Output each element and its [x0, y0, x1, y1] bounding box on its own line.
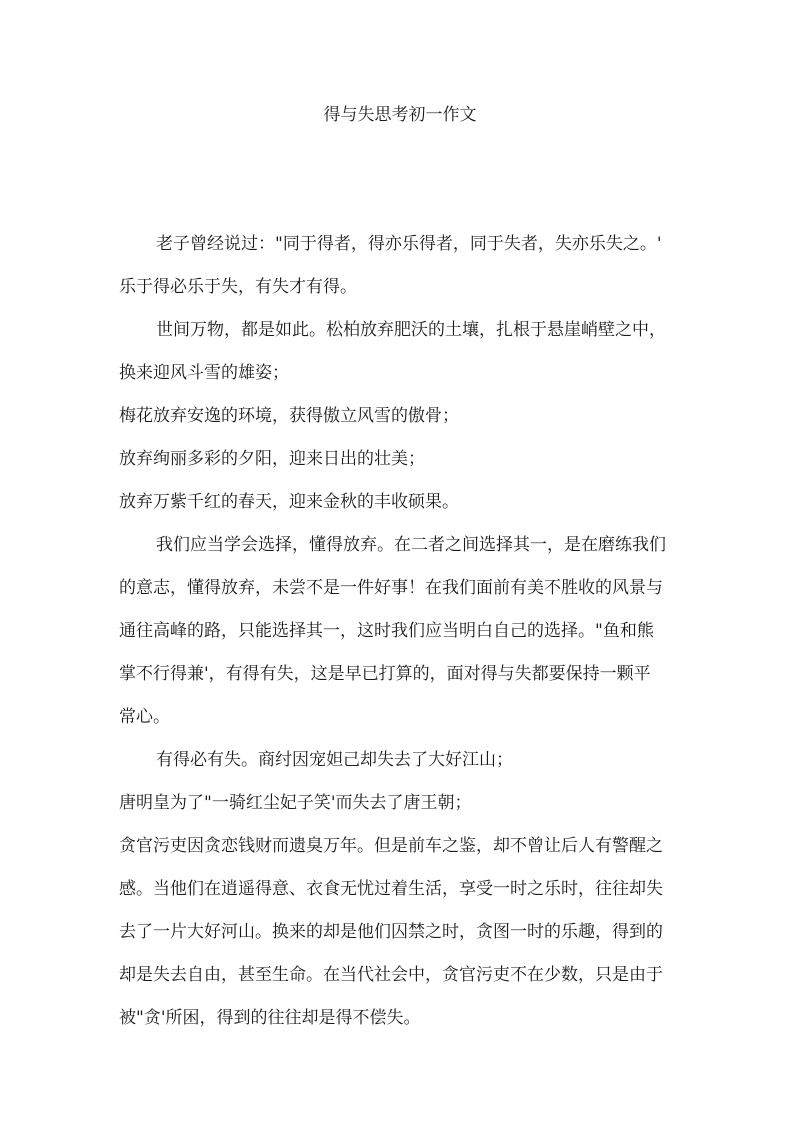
text-line: 掌不行得兼'，有得有失，这是早已打算的，面对得与失都要保持一颗平	[119, 664, 651, 684]
text-line: 被"贪'所困，得到的往往却是得不偿失。	[119, 1008, 421, 1028]
text-line: 老子曾经说过："同于得者，得亦乐得者，同于失者，失亦乐失之。'	[156, 234, 662, 254]
text-line: 贪官污吏因贪恋钱财而遗臭万年。但是前车之鉴，却不曾让后人有警醒之	[119, 836, 663, 856]
document-title: 得与失思考初一作文	[323, 105, 477, 125]
text-line: 放弃万紫千红的春天，迎来金秋的丰收硕果。	[119, 492, 459, 512]
text-line: 唐明皇为了"一骑红尘妃子笑'而失去了唐王朝；	[119, 793, 472, 813]
text-line: 世间万物，都是如此。松柏放弃肥沃的土壤，扎根于悬崖峭壁之中，	[156, 320, 666, 340]
text-line: 梅花放弃安逸的环境，获得傲立风雪的傲骨；	[119, 406, 459, 426]
text-line: 去了一片大好河山。换来的却是他们囚禁之时，贪图一时的乐趣，得到的	[119, 922, 663, 942]
text-line: 通往高峰的路，只能选择其一，这时我们应当明白自己的选择。"鱼和熊	[119, 621, 654, 641]
text-line: 感。当他们在逍遥得意、衣食无忧过着生活，享受一时之乐时，往往却失	[119, 879, 663, 899]
text-line: 换来迎风斗雪的雄姿；	[119, 363, 289, 383]
text-line: 却是失去自由，甚至生命。在当代社会中，贪官污吏不在少数，只是由于	[119, 965, 663, 985]
text-line: 有得必有失。商纣因宠妲己却失去了大好江山；	[156, 750, 513, 770]
text-line: 的意志，懂得放弃，未尝不是一件好事！在我们面前有美不胜收的风景与	[119, 578, 663, 598]
text-line: 常心。	[119, 707, 170, 727]
text-line: 我们应当学会选择，懂得放弃。在二者之间选择其一，是在磨练我们	[156, 535, 666, 555]
text-line: 乐于得必乐于失，有失才有得。	[119, 277, 357, 297]
text-line: 放弃绚丽多彩的夕阳，迎来日出的壮美；	[119, 449, 425, 469]
